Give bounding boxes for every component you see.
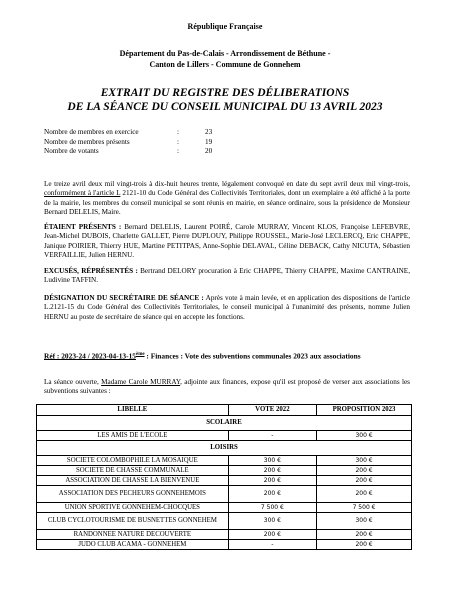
count-value: 23 <box>205 128 213 136</box>
reference-number: Réf : 2023-24 / 2023-04-13-15 <box>44 351 136 361</box>
canton-line: Canton de Lillers - Commune de Gonnehem <box>149 60 301 69</box>
row-vote-2022: - <box>228 540 316 550</box>
secretary-paragraph <box>44 294 410 322</box>
deliberation-reference <box>44 350 410 361</box>
presents-names: Bernard DELELIS, Laurent POIRÉ, Carole MURRAY, Vincent KLOS, Françoise LEFEBVRE, Jean-Michel DUBOIS, Charlette GALLET, Pierre DUPLOUY, Philippe ROUSSEL, Marie-José LECLERCQ, Eric CHAPPE, Janique POIRIER, Thierry HUE, Martine PETITPAS, Anne-Sophie DELAVAL, Céline DEBACK, Cathy NICUTA, Sébastien VERFAILLIE, Julien HERNU. <box>44 223 410 260</box>
row-vote-2022: 300 € <box>228 456 316 466</box>
section-row-scolaire <box>37 416 412 431</box>
intro-text-1: Le treize avril deux mil vingt-trois à dix-huit heures trente, légalement convoqué en date du sept avril deux mil vingt-trois, <box>44 180 410 188</box>
republic-header: République Française <box>187 22 263 31</box>
row-vote-2022: 200 € <box>228 476 316 486</box>
row-proposition-2023: 200 € <box>317 486 412 503</box>
table-row <box>37 431 412 441</box>
intro-text-2: 2121-10 du Code Général des Collectivités Territoriales, dont un exemplaire a été affiché à la porte de la mairie, les membres du conseil municipal se sont réunis en mairie, en séance ordinaire, sous la présidence de Monsieur Bernard DELELIS, Maire. <box>44 189 410 217</box>
table-header-row <box>37 405 412 416</box>
row-proposition-2023: 200 € <box>317 540 412 550</box>
count-row-presents <box>44 138 235 148</box>
row-vote-2022: 200 € <box>228 486 316 503</box>
section-row-loisirs <box>37 441 412 456</box>
row-vote-2022: 200 € <box>228 466 316 476</box>
document-title-line1: EXTRAIT DU REGISTRE DES DÉLIBERATIONS <box>100 87 350 99</box>
row-label: LES AMIS DE L'ECOLE <box>37 431 229 441</box>
row-proposition-2023: 200 € <box>317 466 412 476</box>
document-title-line2: DE LA SÉANCE DU CONSEIL MUNICIPAL DU 13 AVRIL 2023 <box>67 101 383 113</box>
row-label: SOCIETE DE CHASSE COMMUNALE <box>37 466 229 476</box>
excuses-label: EXCUSÉS, RÉPRÉSENTÉS : <box>44 267 138 275</box>
opening-text-2: , adjointe aux finances, expose qu'il est proposé de verser aux associations les subventions suivantes : <box>44 378 410 396</box>
table-row <box>37 486 412 503</box>
intro-article-ref: conformément à l'article L <box>44 189 121 198</box>
secretary-label: DÉSIGNATION DU SECRÉTAIRE DE SÉANCE : <box>44 294 204 302</box>
count-colon: : <box>177 128 179 136</box>
row-proposition-2023: 300 € <box>317 513 412 530</box>
secretary-text: Après vote à main levée, et en application des dispositions de l'article L.2121-15 du Code Général des Collectivités Territoriales, le conseil municipal à l'unanimité des présents, nomme Julien HERNU au poste de secrétaire de séance qui en accepte les fonctions. <box>44 294 410 321</box>
table-row <box>37 466 412 476</box>
member-counts <box>44 128 235 157</box>
section-label: LOISIRS <box>37 441 412 456</box>
row-proposition-2023: 300 € <box>317 456 412 466</box>
count-colon: : <box>177 147 179 156</box>
row-vote-2022: 200 € <box>228 530 316 540</box>
count-colon: : <box>177 137 179 146</box>
section-label: SCOLAIRE <box>37 416 412 431</box>
row-proposition-2023: 7 500 € <box>317 503 412 513</box>
row-label: JUDO CLUB ACAMA - GONNEHEM <box>37 540 229 550</box>
reference-subject: : Finances : Vote des subventions communales 2023 aux associations <box>144 351 361 361</box>
count-row-exercice <box>44 128 235 138</box>
table-row <box>37 456 412 466</box>
count-row-votants <box>44 147 235 157</box>
header-vote-2022: VOTE 2022 <box>228 405 316 416</box>
row-label: ASSOCIATION DE CHASSE LA BIENVENUE <box>37 476 229 486</box>
row-label: UNION SPORTIVE GONNEHEM-CHOCQUES <box>37 503 229 513</box>
opening-paragraph <box>44 378 410 397</box>
reference-superscript: ème <box>135 352 145 357</box>
row-label: SOCIETE COLOMBOPHILE LA MOSAIQUE <box>37 456 229 466</box>
table-row <box>37 476 412 486</box>
row-proposition-2023: 200 € <box>317 530 412 540</box>
count-label: Nombre de membres présents <box>44 137 130 146</box>
table-row <box>37 503 412 513</box>
row-proposition-2023: 300 € <box>317 431 412 441</box>
header-proposition-2023: PROPOSITION 2023 <box>317 405 412 416</box>
intro-paragraph <box>44 180 410 218</box>
row-label: RANDONNEE NATURE DECOUVERTE <box>37 530 229 540</box>
count-value: 19 <box>205 137 213 146</box>
subsidies-table <box>36 404 412 550</box>
row-label: ASSOCIATION DES PECHEURS GONNEHEMOIS <box>37 486 229 503</box>
table-row <box>37 530 412 540</box>
count-label: Nombre de votants <box>44 147 99 156</box>
row-label: CLUB CYCLOTOURISME DE BUSNETTES GONNEHEM <box>37 513 229 530</box>
row-vote-2022: - <box>228 431 316 441</box>
department-line: Département du Pas-de-Calais - Arrondissement de Béthune - <box>119 49 331 58</box>
opening-speaker: Madame Carole MURRAY <box>101 378 181 386</box>
presents-label: ÉTAIENT PRÉSENTS : <box>44 223 122 231</box>
header-libelle: LIBELLE <box>37 405 229 416</box>
row-vote-2022: 300 € <box>228 513 316 530</box>
table-row <box>37 540 412 550</box>
table-row <box>37 513 412 530</box>
row-vote-2022: 7 500 € <box>228 503 316 513</box>
count-value: 20 <box>205 147 213 156</box>
presents-paragraph <box>44 223 410 261</box>
row-proposition-2023: 200 € <box>317 476 412 486</box>
excuses-names: Bertrand DELORY procuration à Eric CHAPPE, Thierry CHAPPE, Maxime CANTRAINE, Ludivine TAFFIN. <box>44 267 410 285</box>
excuses-paragraph <box>44 267 410 286</box>
opening-text-1: La séance ouverte, <box>44 378 102 386</box>
count-label: Nombre de membres en exercice <box>44 128 139 136</box>
